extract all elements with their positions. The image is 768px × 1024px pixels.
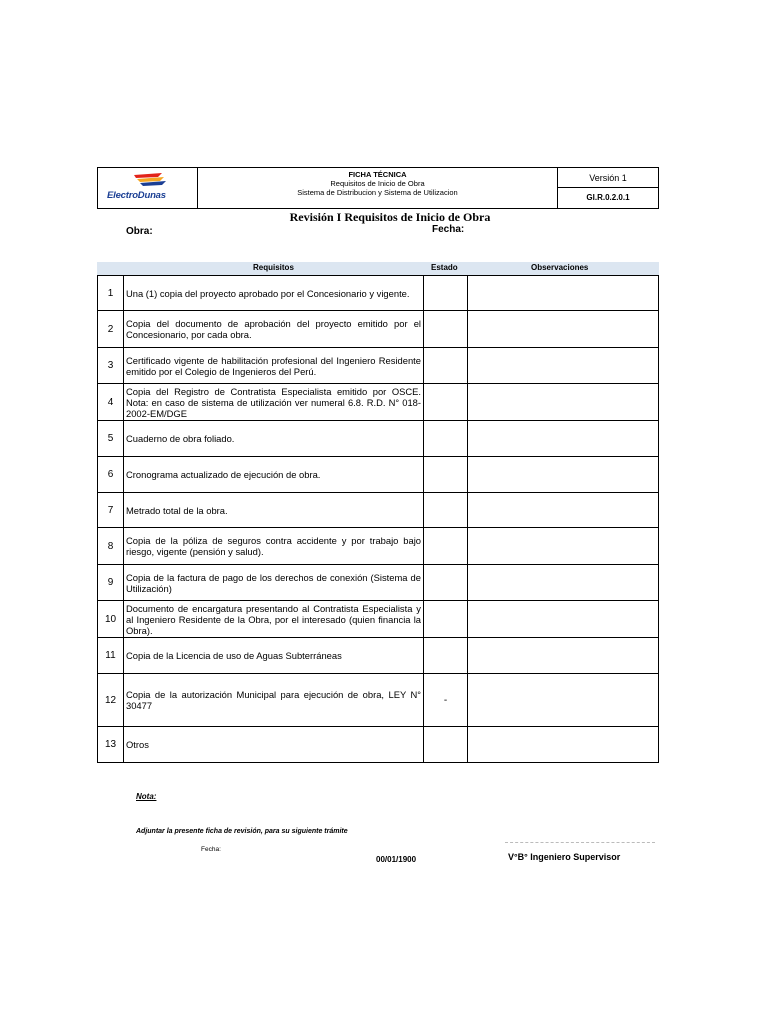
electrodunas-logo-icon [132, 172, 168, 188]
estado-cell[interactable] [424, 493, 468, 527]
table-header [97, 262, 659, 275]
requirement-text-content: Copia de la factura de pago de los derechos de conexión (Sistema de Utilización) [126, 571, 421, 594]
document-header [97, 167, 659, 209]
version-label: Versión 1 [558, 168, 658, 188]
table-row [97, 638, 659, 674]
header-version-cell [558, 168, 658, 208]
logo-cell [98, 168, 198, 208]
table-row [97, 311, 659, 348]
observaciones-cell[interactable] [468, 674, 659, 726]
observaciones-cell[interactable] [468, 457, 659, 492]
requirement-text-content: Otros [126, 739, 149, 750]
table-row [97, 565, 659, 601]
table-row [97, 384, 659, 421]
estado-cell[interactable] [424, 384, 468, 420]
header-estado: Estado [431, 263, 458, 272]
observaciones-cell[interactable] [468, 384, 659, 420]
supervisor-signature-label: V°B° Ingeniero Supervisor [508, 852, 621, 862]
observaciones-cell[interactable] [468, 565, 659, 600]
nota-label: Nota: [136, 792, 157, 801]
observaciones-cell[interactable] [468, 601, 659, 637]
estado-cell[interactable] [424, 638, 468, 673]
row-number: 6 [97, 457, 124, 492]
estado-cell[interactable] [424, 528, 468, 564]
table-row [97, 348, 659, 384]
requirement-text [124, 565, 424, 600]
requirement-text [124, 348, 424, 383]
adjuntar-note: Adjuntar la presente ficha de revisión, para su siguiente trámite [136, 828, 348, 835]
header-title-cell [198, 168, 558, 208]
observaciones-cell[interactable] [468, 727, 659, 762]
requirement-text [124, 528, 424, 564]
row-number: 10 [97, 601, 124, 637]
requirement-text [124, 457, 424, 492]
table-row [97, 457, 659, 493]
row-number: 11 [97, 638, 124, 673]
header-observaciones: Observaciones [531, 263, 589, 272]
obra-label: Obra: [126, 226, 153, 237]
row-number: 1 [97, 276, 124, 310]
estado-cell[interactable]: - [424, 674, 468, 726]
brand-name: ElectroDunas [107, 190, 166, 201]
fecha-label: Fecha: [432, 224, 465, 235]
signature-line [505, 842, 655, 843]
header-subtitle-1: Requisitos de Inicio de Obra [330, 179, 425, 188]
requirement-text [124, 638, 424, 673]
observaciones-cell[interactable] [468, 528, 659, 564]
row-number: 8 [97, 528, 124, 564]
requirement-text-content: Metrado total de la obra. [126, 504, 228, 516]
requirement-text-content: Documento de encargatura presentando al Contratista Especialista y al Ingeniero Residente de la Obra, por el interesado (quien financia la Obra). [126, 602, 421, 636]
estado-cell[interactable] [424, 565, 468, 600]
table-row [97, 421, 659, 457]
header-title: FICHA TÉCNICA [348, 170, 407, 179]
row-number: 3 [97, 348, 124, 383]
observaciones-cell[interactable] [468, 311, 659, 347]
requirement-text [124, 276, 424, 310]
document-title: Revisión I Requisitos de Inicio de Obra [289, 210, 491, 224]
table-row [97, 601, 659, 638]
footer-fecha-label: Fecha: [201, 846, 221, 853]
table-row [97, 275, 659, 311]
footer-date-value: 00/01/1900 [376, 855, 417, 864]
row-number: 9 [97, 565, 124, 600]
header-requisitos: Requisitos [253, 263, 294, 272]
observaciones-cell[interactable] [468, 421, 659, 456]
requirement-text [124, 311, 424, 347]
requirement-text-content: Certificado vigente de habilitación profesional del Ingeniero Residente emitido por el Colegio de Ingenieros del Perú. [126, 354, 421, 377]
requirement-text [124, 421, 424, 456]
estado-cell[interactable] [424, 311, 468, 347]
observaciones-cell[interactable] [468, 638, 659, 673]
table-row [97, 528, 659, 565]
requirement-text [124, 727, 424, 762]
row-number: 13 [97, 727, 124, 762]
estado-cell[interactable] [424, 348, 468, 383]
requirement-text [124, 674, 424, 726]
estado-cell[interactable] [424, 727, 468, 762]
requirement-text-content: Una (1) copia del proyecto aprobado por el Concesionario y vigente. [126, 287, 410, 299]
requirement-text-content: Cuaderno de obra foliado. [126, 433, 235, 444]
observaciones-cell[interactable] [468, 276, 659, 310]
row-number: 7 [97, 493, 124, 527]
requirement-text [124, 493, 424, 527]
estado-cell[interactable] [424, 601, 468, 637]
row-number: 4 [97, 384, 124, 420]
table-row [97, 727, 659, 763]
requirement-text [124, 601, 424, 637]
estado-cell[interactable] [424, 457, 468, 492]
requirement-text-content: Copia del documento de aprobación del proyecto emitido por el Concesionario, por cada obra. [126, 318, 421, 340]
requirement-text-content: Cronograma actualizado de ejecución de obra. [126, 469, 321, 480]
estado-cell[interactable] [424, 276, 468, 310]
row-number: 12 [97, 674, 124, 726]
document-code: GI.R.0.2.0.1 [586, 193, 630, 202]
requirement-text-content: Copia de la Licencia de uso de Aguas Subterráneas [126, 650, 342, 661]
row-number: 5 [97, 421, 124, 456]
header-subtitle-2: Sistema de Distribucion y Sistema de Utilizacion [297, 188, 458, 197]
observaciones-cell[interactable] [468, 493, 659, 527]
table-row [97, 493, 659, 528]
requirement-text-content: Copia de la autorización Municipal para ejecución de obra, LEY N° 30477 [126, 689, 421, 711]
estado-cell[interactable] [424, 421, 468, 456]
observaciones-cell[interactable] [468, 348, 659, 383]
row-number: 2 [97, 311, 124, 347]
requirement-text-content: Copia de la póliza de seguros contra accidente y por trabajo bajo riesgo, vigente (pensión y salud). [126, 535, 421, 557]
requirement-text-content: Copia del Registro de Contratista Especialista emitido por OSCE. Nota: en caso de sistema de utilización ver numeral 6.8. R.D. N° 018-2002-EM/DGE [126, 385, 421, 419]
requirement-text [124, 384, 424, 420]
table-row [97, 674, 659, 727]
